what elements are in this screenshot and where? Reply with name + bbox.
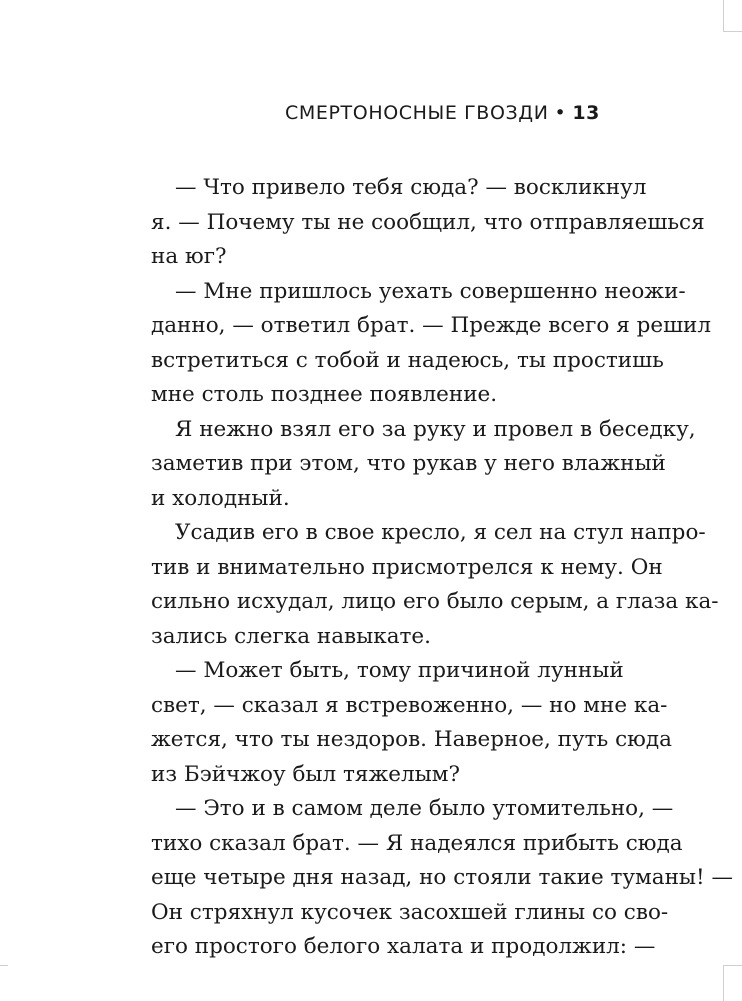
header-separator: • [554, 102, 567, 124]
text-line: сильно исхудал, лицо его было серым, а глаза ка- [151, 589, 719, 614]
text-line: на юг? [151, 244, 227, 269]
crop-mark [0, 965, 8, 966]
running-head [285, 102, 600, 124]
crop-mark [723, 965, 724, 1001]
text-line: — Это и в самом деле было утомительно, — [175, 796, 674, 821]
body-text [151, 171, 734, 965]
text-line: Я нежно взял его за руку и провел в беседку, [175, 416, 696, 442]
crop-mark [723, 0, 724, 32]
text-line: встретиться с тобой и надеюсь, ты простишь [151, 347, 664, 373]
text-line: — Что привело тебя сюда? — воскликнул [175, 175, 647, 200]
text-line: тихо сказал брат. — Я надеялся прибыть сюда [151, 830, 683, 856]
text-line: мне столь позднее появление. [151, 382, 498, 407]
text-line: и холодный. [151, 485, 290, 511]
crop-mark [723, 31, 742, 32]
text-line: я. — Почему ты не сообщил, что отправляешься [151, 209, 705, 235]
text-line: его простого белого халата и продолжил: — [151, 934, 656, 959]
text-line: тив и внимательно присмотрелся к нему. Он [151, 554, 663, 580]
text-line: Он стряхнул кусочек засохшей глины со сво- [151, 899, 669, 925]
text-line: — Может быть, тому причиной лунный [175, 658, 624, 683]
page-number: 13 [572, 102, 600, 124]
text-line: жется, что ты нездоров. Наверное, путь сюда [151, 727, 672, 752]
text-line: заметив при этом, что рукав у него влажный [151, 451, 666, 476]
text-line: еще четыре дня назад, но стояли такие туманы! — [151, 865, 734, 890]
text-line: — Мне пришлось уехать совершенно неожи- [175, 278, 686, 304]
text-line: из Бэйчжоу был тяжелым? [151, 761, 461, 787]
chapter-title: СМЕРТОНОСНЫЕ ГВОЗДИ [285, 102, 549, 124]
text-line: данно, — ответил брат. — Прежде всего я решил [151, 313, 712, 338]
text-line: свет, — сказал я встревоженно, — но мне ка- [151, 692, 668, 718]
text-line: Усадив его в свое кресло, я сел на стул напро- [175, 520, 706, 545]
text-line: зались слегка навыкате. [151, 623, 431, 649]
crop-mark [723, 965, 742, 966]
